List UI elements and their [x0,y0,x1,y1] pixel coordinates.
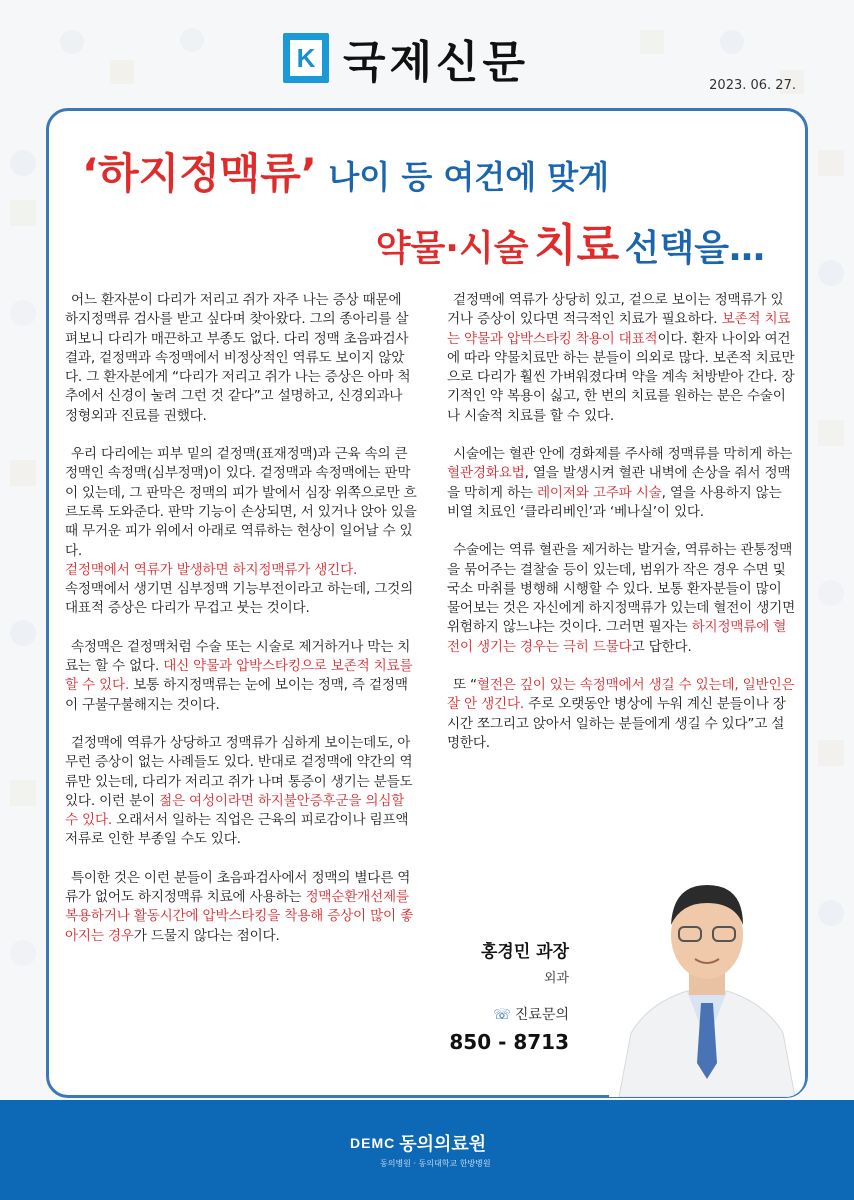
header [0,18,854,98]
headline-text-2a: 약물·시술 [375,228,529,269]
headline-line-1 [82,141,609,201]
headline-keyword: ‘하지정맥류’ [82,149,317,198]
article-column-right [447,291,795,772]
headline-text-2c: 선택을… [624,228,765,269]
highlight-text: 레이저와 고주파 시술 [536,484,662,501]
highlight-text: 보존적 치료는 약물과 압박스타킹 착용이 대표적 [447,311,791,347]
highlight-text: 정맥순환개선제를 복용하거나 활동시간에 압박스타킹을 착용해 증상이 많이 좋아지는 경우 [65,889,414,944]
k-logo-icon [283,33,329,83]
paragraph: 시술에는 혈관 안에 경화제를 주사해 정맥류를 막히게 하는 혈관경화요법, 열을 발생시켜 혈관 내벽에 손상을 줘서 정맥을 막히게 하는 레이저와 고주파 시술, 열을 사용하지 않는 비열 치료인 ‘클라리베인’과 ‘베나실’이 있다. [447,446,793,520]
publication-date: 2023. 06. 27. [709,78,796,93]
headline-text-2b: 치료 [534,220,620,271]
headline-line-2 [376,209,765,273]
highlight-text: 혈전은 깊이 있는 속정맥에서 생길 수 있는데, 일반인은 잘 안 생긴다. [447,677,795,713]
phone-icon: ☏ [493,1007,511,1023]
highlight-text: 겉정맥에서 역류가 발생하면 하지정맥류가 생긴다. [65,561,358,578]
doctor-department: 외과 [543,971,569,986]
footer [0,1100,854,1200]
article-card [46,108,808,1098]
newspaper-name: 국제신문 [343,37,530,88]
hospital-mark: DEMC [350,1135,396,1151]
doctor-name: 홍경민 과장 [480,942,569,962]
paragraph: 겉정맥에 역류가 상당히 있고, 겉으로 보이는 정맥류가 있거나 증상이 있다면 적극적인 치료가 필요하다. 보존적 치료는 약물과 압박스타킹 착용이 대표적이다. 환자 나이와 여건에 따라 약물치료만 하는 분들이 의외로 많다. 보존적 치료만으로 다리가 훨씬 가벼워졌다며 약을 계속 처방받아 간다. 장기적인 약 복용이 싫고, 한 번의 치료를 원하는 분은 수술이나 시술적 치료를 할 수 있다. [447,292,795,424]
paragraph: 또 “혈전은 깊이 있는 속정맥에서 생길 수 있는데, 일반인은 잘 안 생긴다. 주로 오랫동안 병상에 누워 계신 분들이나 장시간 쪼그리고 앉아서 일하는 분들에게 생길 수 있다”고 설명한다. [447,677,795,751]
contact-label: ☏ 진료문의 [493,1007,569,1023]
newspaper-logo [283,26,529,90]
doctor-photo [609,863,805,1097]
paragraph: 어느 환자분이 다리가 저리고 쥐가 자주 나는 증상 때문에 하지정맥류 검사를 받고 싶다며 찾아왔다. 그의 종아리를 살펴보니 다리가 매끈하고 부종도 없다. 다리 정맥 초음파검사 결과, 겉정맥과 속정맥에서 비정상적인 역류도 보이지 않았다. 그 환자분에게 “다리가 저리고 쥐가 나는 증상은 아마 척추에서 신경이 눌려 그런 것 같다”고 설명하고, 신경외과나 정형외과 진료를 권했다. [65,292,411,424]
headline-text-1: 나이 등 여건에 맞게 [328,158,610,196]
paragraph: 특이한 것은 이런 분들이 초음파검사에서 정맥의 별다른 역류가 없어도 하지정맥류 치료에 사용하는 정맥순환개선제를 복용하거나 활동시간에 압박스타킹을 착용해 증상이 많이 좋아지는 경우가 드물지 않다는 점이다. [65,869,414,944]
paragraph: 속정맥은 겉정맥처럼 수술 또는 시술로 제거하거나 막는 치료는 할 수 없다. 대신 약물과 압박스타킹으로 보존적 치료를 할 수 있다. 보통 하지정맥류는 눈에 보이는 정맥, 즉 겉정맥이 구불구불해지는 것이다. [65,638,413,713]
phone-number: 850 - 8713 [449,1030,569,1054]
highlight-text: 젊은 여성이라면 하지불안증후군을 의심할 수 있다. [65,792,405,829]
logo-letter: K [290,40,322,76]
highlight-text: 혈관경화요법 [447,465,525,482]
paragraph: 겉정맥에 역류가 상당하고 정맥류가 심하게 보이는데도, 아무런 증상이 없는 사례들도 있다. 반대로 겉정맥에 약간의 역류만 있는데, 다리가 저리고 쥐가 나며 통증이 생기는 분들도 있다. 이런 분이 젊은 여성이라면 하지불안증후군을 의심할 수 있다. 오래서서 일하는 직업은 근육의 피로감이나 림프액 저류로 인한 부종일 수도 있다. [65,734,413,848]
hospital-name: 동의의료원 [399,1134,487,1155]
hospital-subtitle: 동의병원 · 동의대학교 한방병원 [380,1159,491,1168]
hospital-logo [350,1130,486,1156]
paragraph: 우리 다리에는 피부 밑의 겉정맥(표재정맥)과 근육 속의 큰 정맥인 속정맥(심부정맥)이 있다. 겉정맥과 속정맥에는 판막이 있는데, 그 판막은 정맥의 피가 발에서 심장 위쪽으로만 흐르도록 도와준다. 판막 기능이 손상되면, 서 있거나 앉아 있을 때 무거운 피가 위에서 아래로 역류하는 현상이 일어날 수 있다. 겉정맥에서 역류가 발생하면 하지정맥류가 생긴다. 속정맥에서 생기면 심부정맥 기능부전이라고 하는데, 그것의 대표적 증상은 다리가 무겁고 붓는 것이다. [65,446,417,617]
highlight-text: 대신 약물과 압박스타킹으로 보존적 치료를 할 수 있다. [65,658,413,694]
article-column-left [65,291,417,965]
paragraph: 수술에는 역류 혈관을 제거하는 발거술, 역류하는 관통정맥을 묶어주는 결찰술 등이 있는데, 범위가 작은 경우 수면 및 국소 마취를 병행해 시행할 수 있다. 보통 환자분들이 많이 물어보는 것은 자신에게 하지정맥류가 있는데 혈전이 생기면 위험하지 않느냐는 것이다. 그러면 필자는 하지정맥류에 혈전이 생기는 경우는 극히 드물다고 답한다. [447,542,796,655]
highlight-text: 하지정맥류에 혈전이 생기는 경우는 극히 드물다 [447,619,787,655]
